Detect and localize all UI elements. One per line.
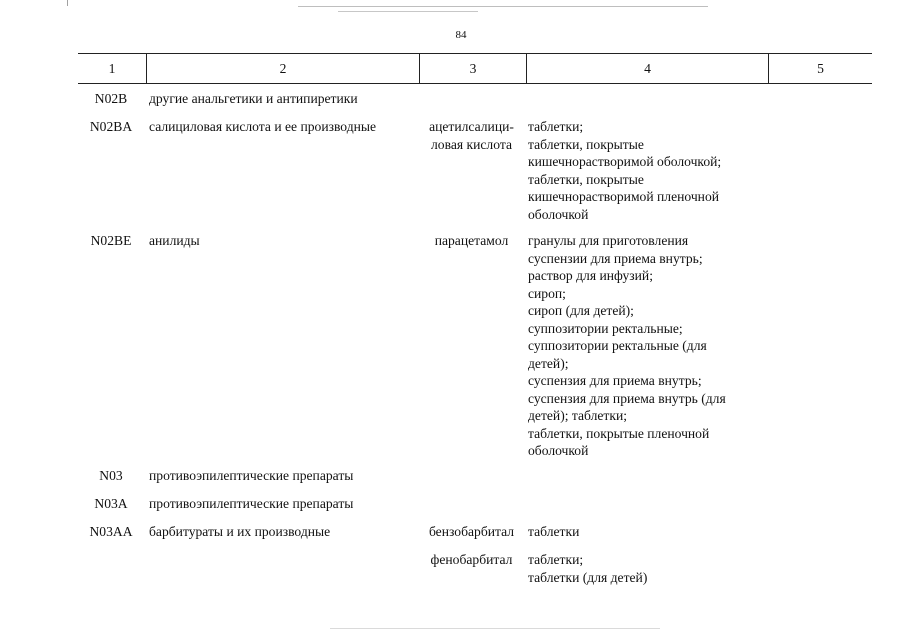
header-col-3: 3 <box>419 54 526 83</box>
group-name: противоэпилептические препараты <box>149 468 354 483</box>
page-number: 84 <box>455 29 467 41</box>
dosage-form-line: детей); таблетки; <box>528 408 628 423</box>
dosage-form-line: таблетки <box>528 524 580 539</box>
scan-artifact <box>338 11 478 12</box>
group-name: другие анальгетики и антипиретики <box>149 91 358 106</box>
atc-code: N02BA <box>89 119 133 134</box>
dosage-forms <box>528 551 764 586</box>
drug-name: ацетилсалици- ловая кислота <box>429 119 514 152</box>
group-name: салициловая кислота и ее производные <box>149 119 377 134</box>
group-name: анилиды <box>149 233 200 248</box>
header-col-2: 2 <box>146 54 419 83</box>
group-name: барбитураты и их производные <box>149 524 331 539</box>
dosage-form-line: суппозитории ректальные (для <box>528 338 707 353</box>
scan-artifact <box>67 0 68 6</box>
atc-code: N03A <box>94 496 128 511</box>
scan-artifact <box>298 6 708 7</box>
dosage-form-line: таблетки; <box>528 552 584 567</box>
dosage-form-line: раствор для инфузий; <box>528 268 653 283</box>
dosage-form-line: суспензия для приема внутрь (для <box>528 390 726 406</box>
atc-code: N02B <box>94 91 128 106</box>
dosage-form-line: таблетки, покрытые пленочной <box>528 425 710 441</box>
drug-name: фенобарбитал <box>430 552 513 567</box>
group-name: противоэпилептические препараты <box>149 496 354 511</box>
dosage-form-line: таблетки, покрытые <box>528 171 644 187</box>
atc-code: N03 <box>99 468 123 483</box>
atc-code: N02BE <box>90 233 132 248</box>
dosage-form-line: оболочкой <box>528 443 589 458</box>
header-col-5: 5 <box>768 54 872 83</box>
dosage-form-line: кишечнорастворимой оболочкой; <box>528 154 722 169</box>
dosage-form-line: таблетки; <box>528 119 584 134</box>
dosage-form-line: детей); <box>528 355 569 371</box>
scan-artifact <box>330 628 660 629</box>
dosage-form-line: гранулы для приготовления <box>528 233 689 248</box>
atc-code: N03AA <box>89 524 133 539</box>
dosage-form-line: сироп (для детей); <box>528 303 634 318</box>
drug-name: парацетамол <box>434 233 509 248</box>
table-header-row <box>78 54 872 83</box>
dosage-form-line: оболочкой <box>528 206 589 222</box>
dosage-form-line: сироп; <box>528 285 566 301</box>
dosage-form-line: суспензии для приема внутрь; <box>528 250 703 266</box>
dosage-form-line: таблетки, покрытые <box>528 136 644 152</box>
dosage-form-line: суспензия для приема внутрь; <box>528 373 702 388</box>
dosage-form-line: таблетки (для детей) <box>528 569 648 585</box>
drug-name: бензобарбитал <box>428 524 515 539</box>
table-header-bottom-rule <box>78 83 872 84</box>
dosage-forms <box>528 523 764 541</box>
header-col-1: 1 <box>108 61 116 76</box>
dosage-form-line: суппозитории ректальные; <box>528 320 683 336</box>
dosage-forms <box>528 232 764 460</box>
header-col-4: 4 <box>526 54 768 83</box>
dosage-forms <box>528 118 764 223</box>
dosage-form-line: кишечнорастворимой пленочной <box>528 189 720 204</box>
